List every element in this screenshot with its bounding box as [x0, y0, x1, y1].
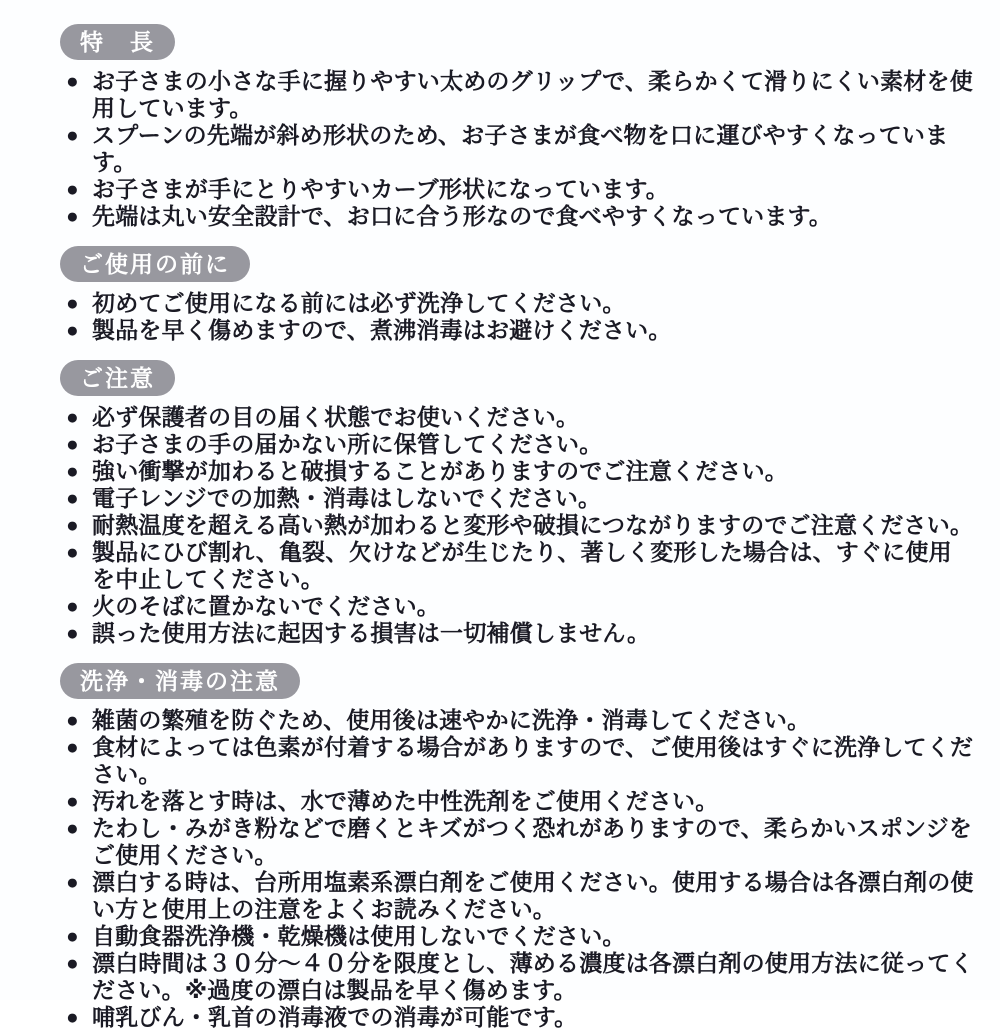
list-item [68, 290, 974, 317]
section-before-use-title-badge: ご使用の前に [60, 246, 250, 282]
bullet-icon: ● [66, 433, 79, 456]
list-item-text: スプーンの先端が斜め形状のため、お子さまが食べ物を口に運びやすくなっています。 [92, 122, 949, 175]
features-bullet-list [68, 68, 974, 230]
list-item [68, 734, 974, 788]
bullet-icon: ● [66, 595, 79, 618]
bullet-icon: ● [66, 460, 79, 483]
list-item [68, 122, 974, 176]
list-item-text: 雑菌の繁殖を防ぐため、使用後は速やかに洗浄・消毒してください。 [92, 707, 811, 733]
bullet-icon: ● [66, 541, 79, 564]
caution-bullet-list [68, 404, 974, 647]
section-features [68, 16, 974, 230]
list-item-text: 火のそばに置かないでください。 [92, 593, 440, 619]
list-item-text: 哺乳びん・乳首の消毒液での消毒が可能です。 [92, 1004, 578, 1030]
list-item [68, 317, 974, 344]
list-item [68, 1004, 974, 1031]
list-item [68, 485, 974, 512]
list-item [68, 68, 974, 122]
list-item [68, 203, 974, 230]
bullet-icon: ● [66, 952, 79, 975]
bullet-icon: ● [66, 871, 79, 894]
list-item [68, 431, 974, 458]
section-features-title-badge: 特 長 [60, 24, 175, 60]
bullet-icon: ● [66, 70, 79, 93]
bullet-icon: ● [66, 205, 79, 228]
list-item-text: お子さまが手にとりやすいカーブ形状になっています。 [92, 176, 670, 202]
bullet-icon: ● [66, 925, 79, 948]
list-item-text: お子さまの手の届かない所に保管してください。 [92, 431, 603, 457]
list-item [68, 458, 974, 485]
list-item-text: 製品にひび割れ、亀裂、欠けなどが生じたり、著しく変形した場合は、すぐに使用を中止してください。 [92, 539, 952, 592]
list-item-text: お子さまの小さな手に握りやすい太めのグリップで、柔らかくて滑りにくい素材を使用しています。 [92, 68, 973, 121]
bullet-icon: ● [66, 709, 79, 732]
list-item [68, 869, 974, 923]
before-use-bullet-list [68, 290, 974, 344]
bullet-icon: ● [66, 319, 79, 342]
section-washing-disinfection [68, 655, 974, 1031]
list-item-text: 初めてご使用になる前には必ず洗浄してください。 [92, 290, 626, 316]
list-item [68, 815, 974, 869]
section-washing-title-badge: 洗浄・消毒の注意 [60, 663, 300, 699]
list-item-text: 電子レンジでの加熱・消毒はしないでください。 [92, 485, 602, 511]
bullet-icon: ● [66, 487, 79, 510]
list-item-text: 漂白時間は３０分～４０分を限度とし、薄める濃度は各漂白剤の使用方法に従ってください。※過度の漂白は製品を早く傷めます。 [92, 950, 974, 1003]
section-caution-title-badge: ご注意 [60, 360, 175, 396]
list-item-text: 汚れを落とす時は、水で薄めた中性洗剤をご使用ください。 [92, 788, 719, 814]
list-item [68, 404, 974, 431]
bullet-icon: ● [66, 406, 79, 429]
list-item-text: たわし・みがき粉などで磨くとキズがつく恐れがありますので、柔らかいスポンジをご使用ください。 [92, 815, 973, 868]
list-item [68, 512, 974, 539]
list-item [68, 950, 974, 1004]
list-item [68, 788, 974, 815]
list-item [68, 539, 974, 593]
list-item [68, 923, 974, 950]
bullet-icon: ● [66, 178, 79, 201]
bullet-icon: ● [66, 292, 79, 315]
list-item-text: 強い衝撃が加わると破損することがありますのでご注意ください。 [92, 458, 788, 484]
washing-bullet-list [68, 707, 974, 1031]
bullet-icon: ● [66, 622, 79, 645]
list-item-text: 先端は丸い安全設計で、お口に合う形なので食べやすくなっています。 [92, 203, 833, 229]
list-item [68, 620, 974, 647]
bullet-icon: ● [66, 790, 79, 813]
bullet-icon: ● [66, 1006, 79, 1029]
bullet-icon: ● [66, 124, 79, 147]
list-item [68, 707, 974, 734]
bullet-icon: ● [66, 817, 79, 840]
bullet-icon: ● [66, 514, 79, 537]
list-item-text: 漂白する時は、台所用塩素系漂白剤をご使用ください。使用する場合は各漂白剤の使い方と使用上の注意をよくお読みください。 [92, 869, 974, 922]
list-item-text: 必ず保護者の目の届く状態でお使いください。 [92, 404, 580, 430]
instruction-sheet [68, 16, 974, 1031]
list-item-text: 自動食器洗浄機・乾燥機は使用しないでください。 [92, 923, 626, 949]
list-item-text: 食材によっては色素が付着する場合がありますので、ご使用後はすぐに洗浄してください。 [92, 734, 974, 787]
list-item-text: 誤った使用方法に起因する損害は一切補償しません。 [92, 620, 651, 646]
section-caution [68, 352, 974, 647]
bullet-icon: ● [66, 736, 79, 759]
list-item [68, 593, 974, 620]
list-item-text: 製品を早く傷めますので、煮沸消毒はお避けください。 [92, 317, 672, 343]
list-item-text: 耐熱温度を超える高い熱が加わると変形や破損につながりますのでご注意ください。 [92, 512, 974, 538]
section-before-use [68, 238, 974, 344]
list-item [68, 176, 974, 203]
